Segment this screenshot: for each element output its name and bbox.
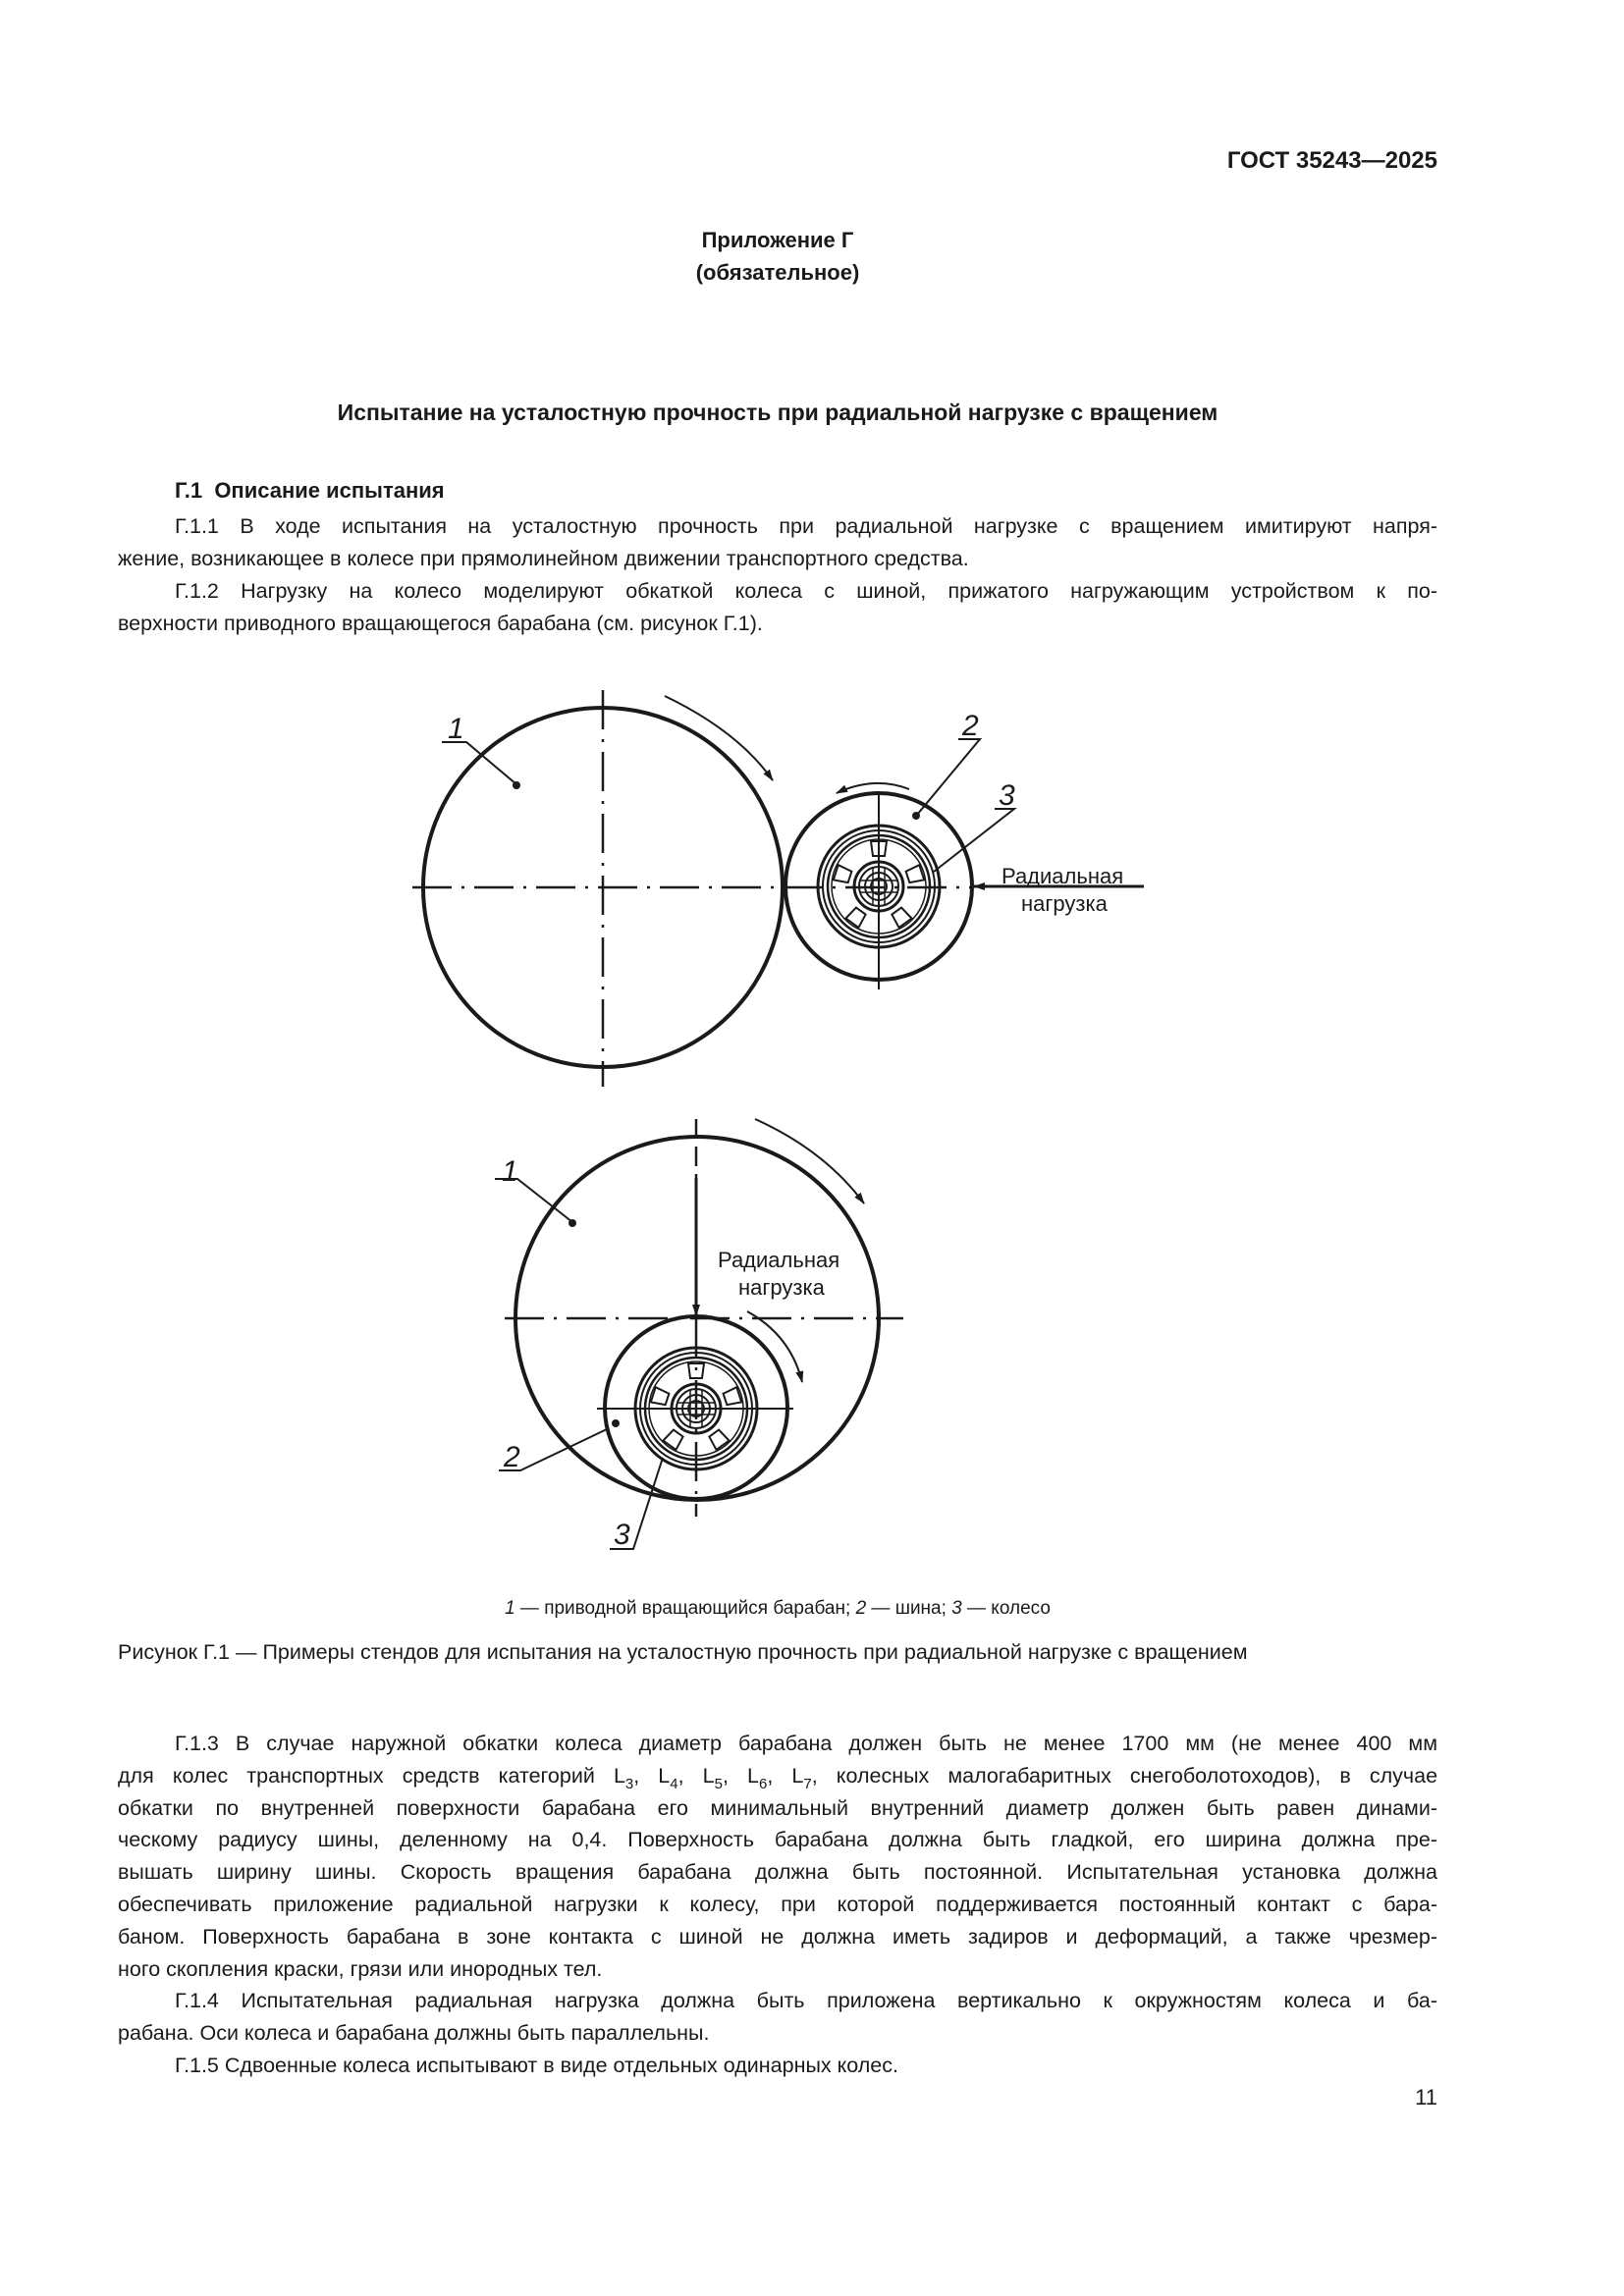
load-label-line2: нагрузка	[1021, 891, 1108, 916]
load-label-line1: Радиальная	[718, 1248, 840, 1272]
callout-3: 3	[614, 1519, 630, 1551]
text-line: для колес транспортных средств категорий $L_3$, $L_4$, $L_5$, $L_6$, $L_7$, колесных малогабаритных снегоболотоходов), в случае	[118, 1763, 1438, 1792]
callout-2: 2	[962, 710, 979, 742]
load-label-line2: нагрузка	[738, 1275, 825, 1300]
callout-2: 2	[504, 1441, 520, 1473]
annex-title: Приложение Г	[701, 228, 854, 252]
drum-rotation-arrow-icon	[665, 696, 773, 780]
text-line: баном. Поверхность барабана в зоне контакта с шиной не должна иметь задиров и деформаций, а также чрезмер-	[118, 1924, 1437, 1949]
paragraph-g13	[118, 1728, 1437, 2082]
callout-3: 3	[999, 779, 1015, 812]
callout-1: 1	[448, 713, 464, 745]
figure-lower	[495, 1119, 903, 1551]
text-line: обеспечивать приложение радиальной нагрузки к колесу, при которой поддерживается постоянный контакт с бара-	[118, 1892, 1437, 1916]
wheel-rotation-arrow-icon	[747, 1311, 802, 1382]
text-line: верхности приводного вращающегося барабана (см. рисунок Г.1).	[118, 612, 763, 635]
text-line: ного скопления краски, грязи или инородных тел.	[118, 1956, 603, 1981]
text-line: Г.1.4 Испытательная радиальная нагрузка должна быть приложена вертикально к окружностям колеса и ба-	[175, 1989, 1437, 2013]
text-line: обкатки по внутренней поверхности барабана его минимальный внутренний диаметр должен быть равен динами-	[118, 1795, 1437, 1820]
figure-legend: 1 — приводной вращающийся барабан; 2 — шина; 3 — колесо	[505, 1598, 1051, 1619]
text-line: Г.1.3 В случае наружной обкатки колеса диаметр барабана должен быть не менее 1700 мм (не менее 400 мм	[175, 1732, 1437, 1755]
subsection-number: Г.1	[175, 478, 203, 503]
page-number: 11	[1415, 2085, 1437, 2109]
callout-1: 1	[502, 1155, 518, 1188]
text-line: вышать ширину шины. Скорость вращения барабана должна быть постоянной. Испытательная установка должна	[118, 1860, 1437, 1885]
document-code: ГОСТ 35243—2025	[1226, 147, 1437, 174]
subsection-title: Описание испытания	[214, 478, 445, 503]
figure-upper	[412, 690, 1144, 1087]
load-label-line1: Радиальная	[1001, 864, 1124, 888]
text-line: рабана. Оси колеса и барабана должны быть параллельны.	[118, 2021, 710, 2046]
figure-caption: Рисунок Г.1 — Примеры стендов для испытания на усталостную прочность при радиальной нагрузке с вращением	[118, 1640, 1248, 1664]
annex-status: (обязательное)	[695, 260, 860, 285]
text-line: ческому радиусу шины, деленному на 0,4. Поверхность барабана должна быть гладкой, его ширина должна пре-	[118, 1828, 1437, 1852]
text-line: Г.1.5 Сдвоенные колеса испытывают в виде отдельных одинарных колес.	[175, 2053, 898, 2077]
text-line: жение, возникающее в колесе при прямолинейном движении транспортного средства.	[118, 547, 969, 570]
text-line: Г.1.1 В ходе испытания на усталостную прочность при радиальной нагрузке с вращением имитируют напря-	[175, 514, 1437, 538]
drum-rotation-arrow-icon	[755, 1119, 864, 1203]
section-title: Испытание на усталостную прочность при радиальной нагрузке с вращением	[337, 400, 1218, 425]
text-line: Г.1.2 Нагрузку на колесо моделируют обкаткой колеса с шиной, прижатого нагружающим устройством к по-	[175, 579, 1437, 603]
